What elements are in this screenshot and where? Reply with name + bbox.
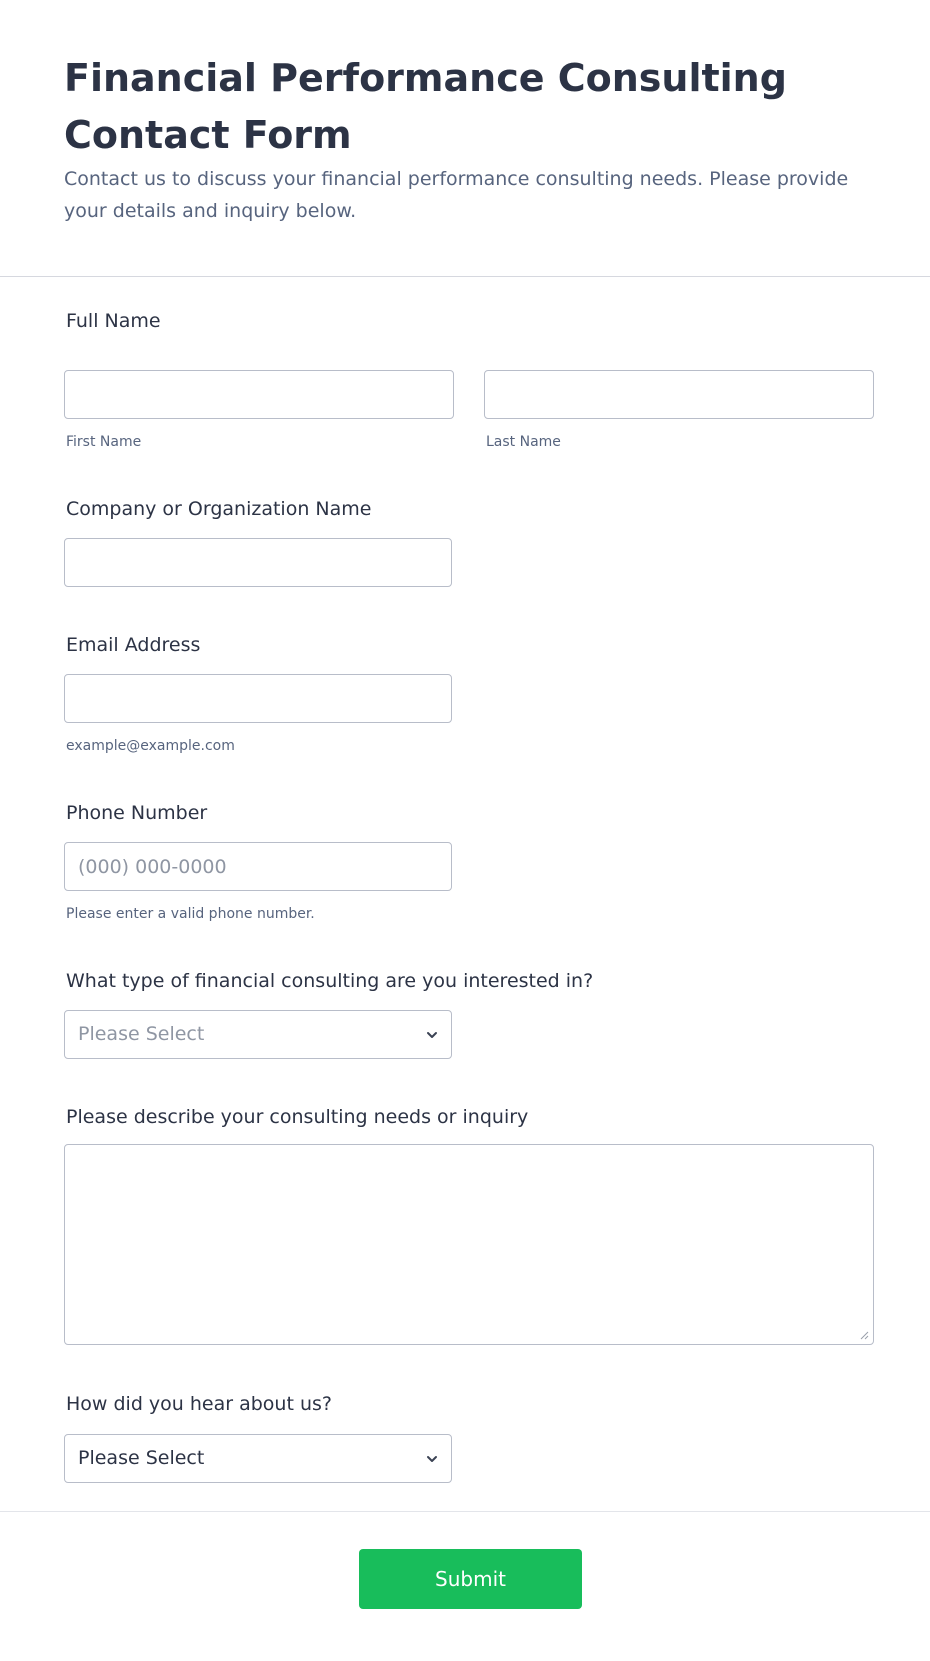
full-name-label: Full Name [66, 310, 161, 332]
email-input[interactable] [64, 674, 452, 723]
phone-label: Phone Number [66, 802, 208, 824]
referral-label: How did you hear about us? [66, 1393, 332, 1415]
submit-button[interactable]: Submit [359, 1549, 582, 1609]
page-subtitle: Contact us to discuss your financial performance consulting needs. Please provide your details and inquiry below. [64, 168, 849, 222]
referral-selected: Please Select [78, 1447, 205, 1469]
email-sublabel: example@example.com [66, 738, 235, 754]
phone-sublabel: Please enter a valid phone number. [66, 906, 315, 922]
chevron-down-icon [425, 1452, 439, 1466]
company-label: Company or Organization Name [66, 498, 372, 520]
last-name-input[interactable] [484, 370, 874, 419]
email-label: Email Address [66, 634, 201, 656]
description-textarea[interactable] [64, 1144, 874, 1345]
form-header [0, 0, 930, 277]
page-title: Financial Performance Consulting Contact Form [64, 56, 787, 157]
description-label: Please describe your consulting needs or inquiry [66, 1106, 529, 1128]
consulting-type-select[interactable] [64, 1010, 452, 1059]
consulting-type-selected: Please Select [78, 1023, 205, 1045]
phone-input[interactable] [64, 842, 452, 891]
chevron-down-icon [425, 1028, 439, 1042]
first-name-sublabel: First Name [66, 434, 142, 450]
first-name-input[interactable] [64, 370, 454, 419]
footer-divider [0, 1511, 930, 1512]
consulting-type-label: What type of financial consulting are you interested in? [66, 970, 594, 992]
company-input[interactable] [64, 538, 452, 587]
referral-select[interactable] [64, 1434, 452, 1483]
last-name-sublabel: Last Name [486, 434, 561, 450]
resize-handle-icon[interactable] [859, 1330, 869, 1340]
